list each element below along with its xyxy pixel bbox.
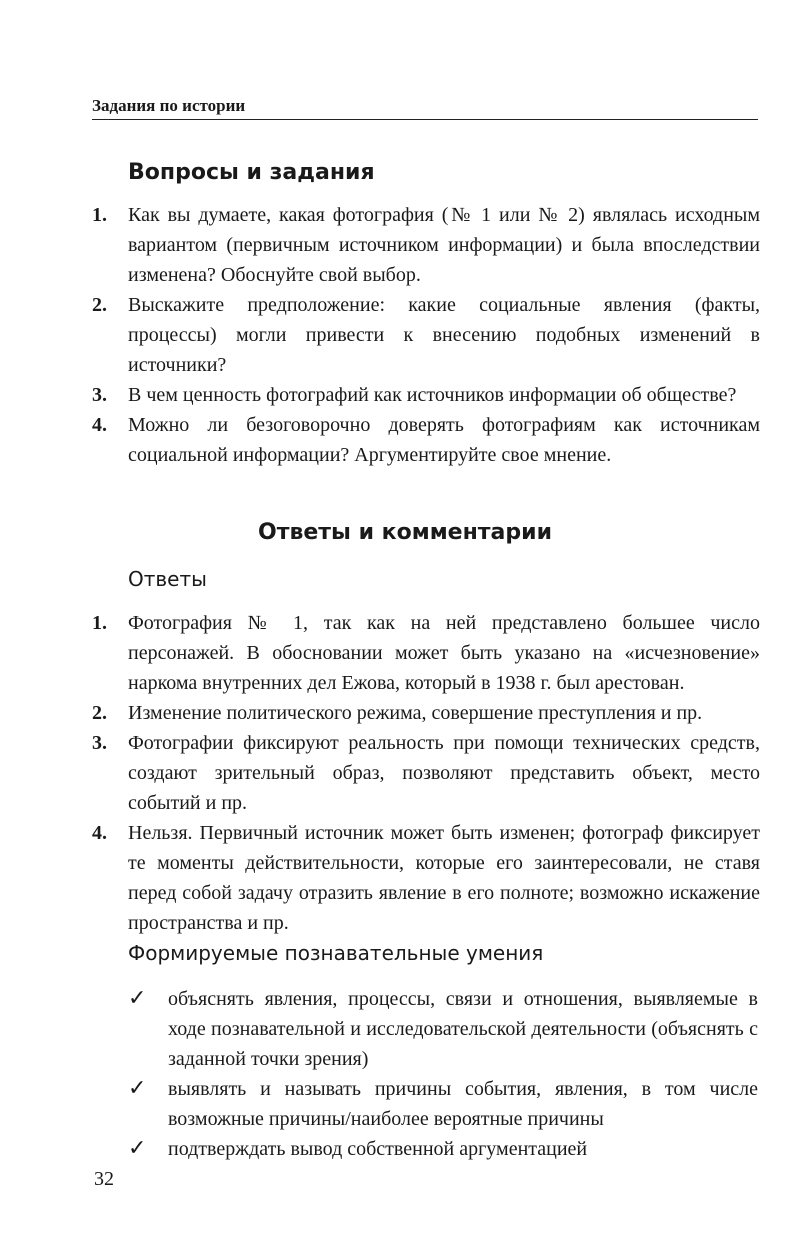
answer-number: 4. (92, 822, 107, 844)
skill-item (128, 984, 758, 1074)
answer-item (92, 608, 760, 698)
answer-item (92, 698, 760, 728)
questions-list (92, 200, 760, 470)
answer-number: 2. (92, 702, 107, 724)
answer-text: Изменение политического режима, совершение преступления и пр. (128, 702, 703, 724)
question-item (92, 380, 760, 410)
answer-item (92, 728, 760, 818)
answer-number: 1. (92, 612, 107, 634)
answer-number: 3. (92, 732, 107, 754)
question-text: В чем ценность фотографий как источников информации об обществе? (128, 384, 737, 406)
questions-heading: Вопросы и задания (128, 160, 375, 185)
skills-list (128, 984, 758, 1164)
question-text: Как вы думаете, какая фотография (№ 1 или № 2) являлась исходным вариантом (первичным источником информации) и была впоследствии изменена? Обоснуйте свой выбор. (128, 204, 760, 286)
checkmark-icon: ✓ (128, 986, 147, 1011)
page-number: 32 (94, 1168, 114, 1190)
question-item (92, 200, 760, 290)
answers-subheading: Ответы (128, 567, 207, 591)
skills-heading: Формируемые познавательные умения (128, 941, 544, 965)
skill-text: объяснять явления, процессы, связи и отношения, выявляемые в ходе познавательной и исследовательской деятельности (объяснять с заданной точки зрения) (168, 988, 758, 1070)
answers-list (92, 608, 760, 938)
skill-text: подтверждать вывод собственной аргументацией (168, 1138, 588, 1160)
answer-text: Нельзя. Первичный источник может быть изменен; фотограф фиксирует те моменты действительности, которые его заинтересовали, не ставя перед собой задачу отразить явление в его полноте; возможно искажение пространства и пр. (128, 822, 760, 934)
checkmark-icon: ✓ (128, 1076, 147, 1101)
skill-item (128, 1074, 758, 1134)
answer-item (92, 818, 760, 938)
question-item (92, 410, 760, 470)
answers-heading: Ответы и комментарии (258, 520, 552, 545)
answer-text: Фотографии фиксируют реальность при помощи технических средств, создают зрительный образ, позволяют представить объект, место событий и пр. (128, 732, 760, 814)
running-head: Задания по истории (92, 96, 758, 120)
question-text: Выскажите предположение: какие социальные явления (факты, процессы) могли привести к внесению подобных изменений в источники? (128, 294, 760, 376)
question-text: Можно ли безоговорочно доверять фотографиям как источникам социальной информации? Аргументируйте свое мнение. (128, 414, 760, 466)
answer-text: Фотография № 1, так как на ней представлено большее число персонажей. В обосновании может быть указано на «исчезновение» наркома внутренних дел Ежова, который в 1938 г. был арестован. (128, 612, 760, 694)
question-number: 3. (92, 384, 107, 406)
skill-text: выявлять и называть причины события, явления, в том числе возможные причины/наиболее вероятные причины (168, 1078, 758, 1130)
skill-item (128, 1134, 758, 1164)
question-number: 4. (92, 414, 107, 436)
question-item (92, 290, 760, 380)
question-number: 1. (92, 204, 107, 226)
question-number: 2. (92, 294, 107, 316)
checkmark-icon: ✓ (128, 1136, 147, 1161)
